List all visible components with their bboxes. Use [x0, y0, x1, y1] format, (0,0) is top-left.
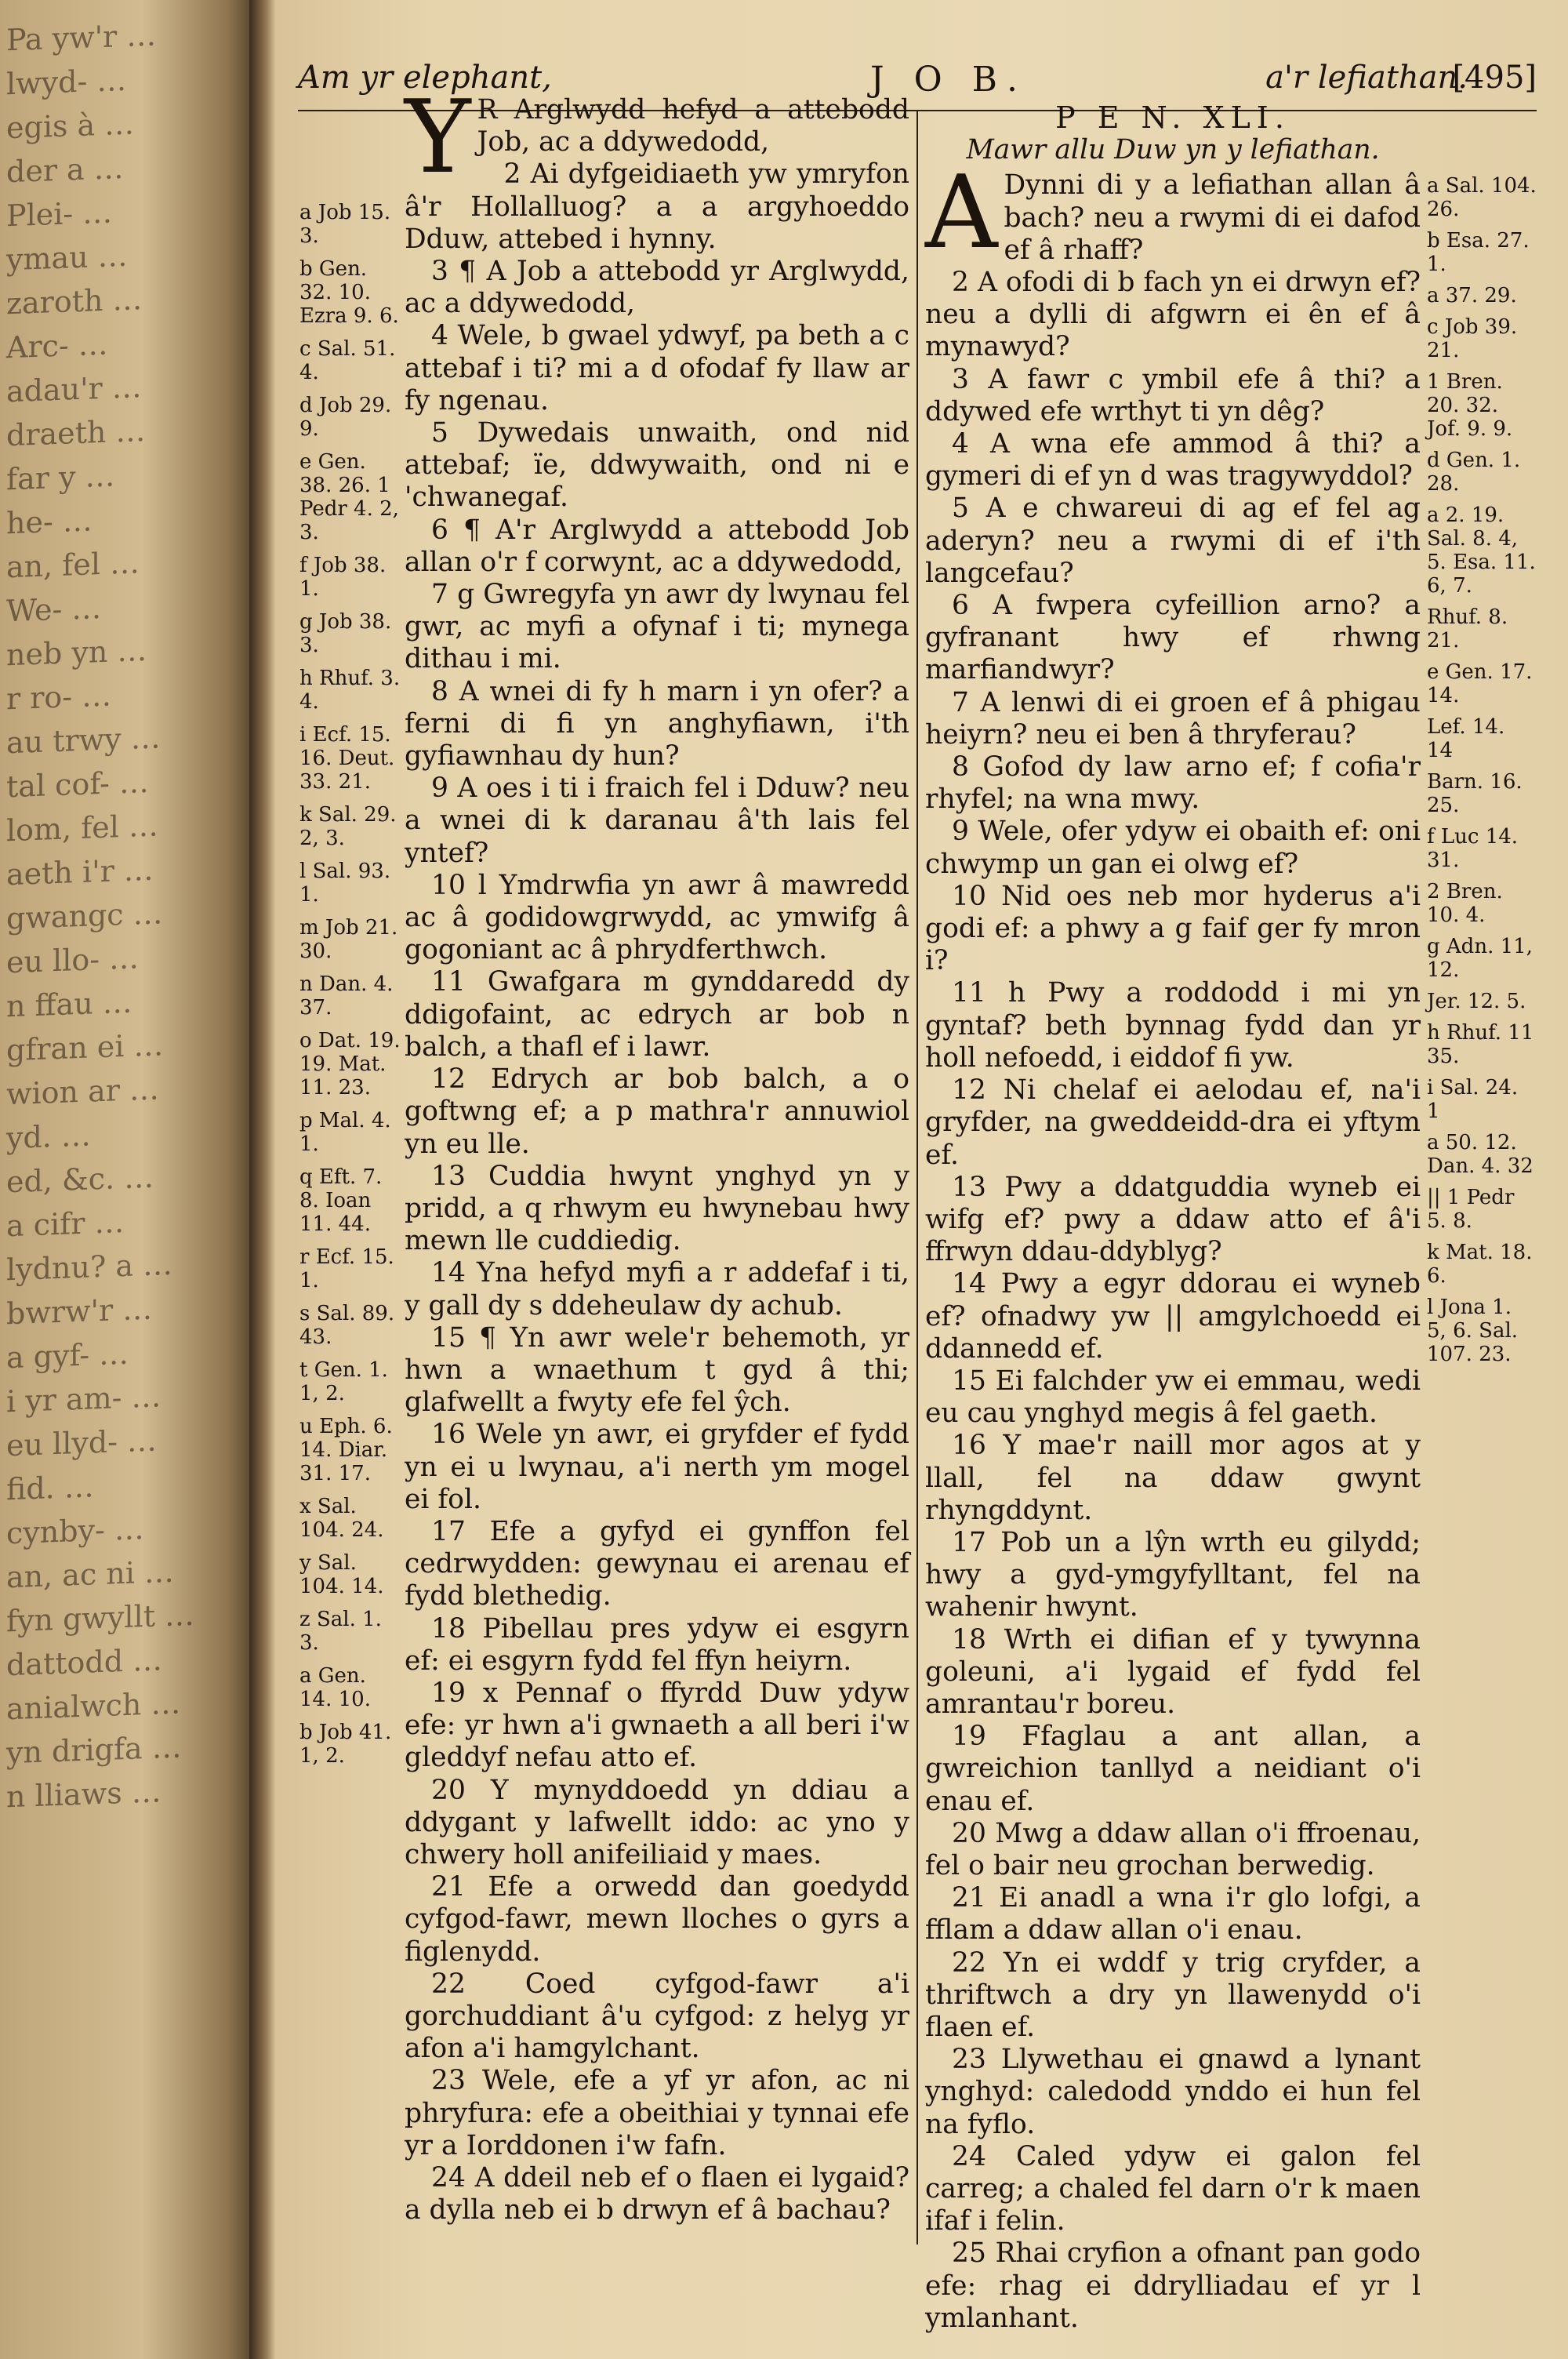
margin-reference: Jer. 12. 5. [1427, 990, 1526, 1013]
verse: 19 x Pennaf o ffyrdd Duw ydyw efe: yr hwn a'i gwnaeth a all beri i'w gleddyf nefau atto ef. [405, 1677, 909, 1774]
verse: 22 Coed cyfgod-fawr a'i gorchuddiant â'u cyfgod: z helyg yr afon a'i hamgylchant. [405, 1968, 909, 2065]
left-column [405, 79, 909, 2226]
margin-reference: e Gen. 38. 26. 1 Pedr 4. 2, 3. [299, 450, 399, 544]
verse: 9 Wele, ofer ydyw ei obaith ef: oni chwymp un gan ei olwg ef? [925, 816, 1421, 880]
margin-reference: b Esa. 27. 1. [1427, 229, 1530, 276]
margin-reference: 1 Bren. 20. 32. Jof. 9. 9. [1427, 370, 1513, 441]
verse: 8 A wnei di fy h marn i yn ofer? a ferni di fi yn anghyfiawn, i'th gyfiawnhau dy hun? [405, 675, 909, 772]
margin-reference: g Job 38. 3. [299, 610, 392, 657]
verse: YR Arglwydd hefyd a attebodd Job, ac a ddywedodd, [405, 79, 909, 196]
margin-reference: o Dat. 19. 19. Mat. 11. 23. [299, 1029, 401, 1100]
verse: 24 Caled ydyw ei galon fel carreg; a chaled fel darn o'r k maen ifaf i felin. [925, 2140, 1421, 2237]
verse: 12 Ni chelaf ei aelodau ef, na'i gryfder, na gweddeidd-dra ei yftym ef. [925, 1074, 1421, 1171]
verse: 15 Ei falchder yw ei emmau, wedi eu cau ynghyd megis â fel gaeth. [925, 1365, 1421, 1430]
margin-reference: m Job 21. 30. [299, 916, 398, 963]
margin-reference: i Sal. 24. 1 [1427, 1076, 1519, 1123]
verse: 19 Ffaglau a ant allan, a gwreichion tanllyd a neidiant o'i enau ef. [925, 1721, 1421, 1817]
verse: 7 g Gwregyfa yn awr dy lwynau fel gwr, ac myfi a ofynaf i ti; mynega dithau i mi. [405, 579, 909, 675]
margin-reference: Rhuf. 8. 21. [1427, 605, 1508, 652]
verse: 20 Y mynyddoedd yn ddiau a ddygant y lafwellt iddo: ac yno y chwery holl anifeiliaid y maes. [405, 1774, 909, 1870]
verse: 17 Pob un a lŷn wrth eu gilydd; hwy a gyd-ymgyfylltant, fel na wahenir hwynt. [925, 1526, 1421, 1623]
verse: 2 A ofodi di b fach yn ei drwyn ef? neu a dylli di afgwrn ei ên ef â mynawyd? [925, 267, 1421, 363]
chapter-title: P E N. XLI. [1055, 100, 1290, 135]
margin-reference: a Gen. 14. 10. [299, 1664, 371, 1711]
verse: 13 Cuddia hwynt ynghyd yn y pridd, a q rhwym eu hwynebau hwy mewn lle cuddiedig. [405, 1160, 909, 1257]
header-right: a'r lefiathan. [1265, 60, 1468, 96]
verse: 10 Nid oes neb mor hyderus a'i godi ef: a phwy a g faif ger fy mron i? [925, 880, 1421, 977]
verse: 13 Pwy a ddatguddia wyneb ei wifg ef? pwy a ddaw atto ef â'i ffrwyn ddau-ddyblyg? [925, 1171, 1421, 1268]
previous-page-edge [0, 0, 259, 2359]
margin-reference: t Gen. 1. 1, 2. [299, 1358, 388, 1405]
verse: 14 Pwy a egyr ddorau ei wyneb ef? ofnadwy yw || amgylchoedd ei ddannedd ef. [925, 1268, 1421, 1365]
margin-reference: f Job 38. 1. [299, 554, 387, 601]
verse: 23 Llywethau ei gnawd a lynant ynghyd: caledodd ynddo ei hun fel na fyflo. [925, 2044, 1421, 2140]
header-left: Am yr elephant, [298, 60, 552, 96]
margin-reference: l Jona 1. 5, 6. Sal. 107. 23. [1427, 1296, 1519, 1366]
verse: 11 Gwafgara m gynddaredd dy ddigofaint, ac edrych ar bob n balch, a thafl ef i lawr. [405, 966, 909, 1063]
right-margin-references [1427, 174, 1537, 1374]
verse: ADynni di y a lefiathan allan â bach? neu a rwymi di ei dafod ef â rhaff? [925, 154, 1421, 272]
verse: 6 ¶ A'r Arglwydd a attebodd Job allan o'r f corwynt, ac a ddywedodd, [405, 514, 909, 578]
verse: 18 Pibellau pres ydyw ei esgyrn ef: ei esgyrn fydd fel ffyn heiyrn. [405, 1612, 909, 1677]
verse: 2 Ai dyfgeidiaeth yw ymryfon â'r Hollalluog? a a argyhoeddo Dduw, attebed i hynny. [405, 158, 909, 255]
verse: 18 Wrth ei difian ef y tywynna goleuni, a'i lygaid ef fydd fel amrantau'r boreu. [925, 1623, 1421, 1720]
margin-reference: Lef. 14. 14 [1427, 715, 1505, 762]
margin-reference: k Sal. 29. 2, 3. [299, 803, 397, 850]
header-book-title: J O B. [870, 60, 1028, 100]
margin-reference: 2 Bren. 10. 4. [1427, 880, 1503, 927]
previous-page-text: Pa yw'r … lwyd- … egis à … der a … Plei- … ymau … zaroth … Arc- … adau'r … draeth … far y … he- … an, fel … We- … neb yn … r ro- … au trwy … tal cof- … lom, fel … aeth i'r … gwangc … eu llo- … n ffau … gfran ei … wion ar … yd. … ed, &c. … a cifr … lydnu? a … bwrw'r … a gyf- … i yr am- … eu llyd- … fid. … cynby- … an, ac ni … fyn gwyllt … dattodd … anialwch … yn drigfa … n lliaws … [6, 17, 195, 1815]
margin-reference: a 50. 12. Dan. 4. 32 [1427, 1131, 1534, 1178]
verse: 3 ¶ A Job a attebodd yr Arglwydd, ac a ddywedodd, [405, 256, 909, 320]
left-margin-references [299, 201, 401, 1777]
margin-reference: x Sal. 104. 24. [299, 1495, 384, 1542]
margin-reference: s Sal. 89. 43. [299, 1302, 395, 1349]
verse: 23 Wele, efe a yf yr afon, ac ni phryfura: efe a obeithiai y tynnai efe yr a Iorddonen i'w fafn. [405, 2065, 909, 2161]
right-column [925, 94, 1421, 2335]
margin-reference: d Gen. 1. 28. [1427, 449, 1521, 496]
verse: 14 Yna hefyd myfi a r addefaf i ti, y gall dy s ddeheulaw dy achub. [405, 1257, 909, 1321]
margin-reference: i Ecf. 15. 16. Deut. 33. 21. [299, 723, 395, 794]
page-number: [495] [1452, 60, 1537, 96]
margin-reference: h Rhuf. 11 35. [1427, 1021, 1534, 1068]
verse: 24 A ddeil neb ef o flaen ei lygaid? a dylla neb ei b drwyn ef â bachau? [405, 2162, 909, 2226]
verse: 17 Efe a gyfyd ei gynffon fel cedrwydden: gewynau ei arenau ef fydd blethedig. [405, 1515, 909, 1612]
margin-reference: h Rhuf. 3. 4. [299, 667, 401, 714]
chapter-summary: Mawr allu Duw yn y lefiathan. [966, 134, 1380, 166]
margin-reference: a 2. 19. Sal. 8. 4, 5. Esa. 11. 6, 7. [1427, 503, 1536, 598]
margin-reference: u Eph. 6. 14. Diar. 31. 17. [299, 1415, 393, 1485]
verse: 6 A fwpera cyfeillion arno? a gyfranant hwy ef rhwng marfiandwyr? [925, 590, 1421, 686]
verse: 16 Wele yn awr, ei gryfder ef fydd yn ei u lwynau, a'i nerth ym mogel ei fol. [405, 1419, 909, 1515]
margin-reference: g Adn. 11, 12. [1427, 935, 1533, 982]
margin-reference: Barn. 16. 25. [1427, 770, 1523, 817]
margin-reference: a Job 15. 3. [299, 201, 391, 248]
verse: 11 h Pwy a roddodd i mi yn gyntaf? beth bynnag fydd dan yr holl nefoedd, i eiddof fi yw. [925, 977, 1421, 1074]
column-divider [916, 111, 918, 2245]
verse: 25 Rhai cryfion a ofnant pan godo efe: rhag ei ddrylliadau ef yr l ymlanhant. [925, 2237, 1421, 2334]
margin-reference: r Ecf. 15. 1. [299, 1245, 394, 1292]
verse: 4 A wna efe ammod â thi? a gymeri di ef yn d was tragywyddol? [925, 428, 1421, 493]
margin-reference: b Gen. 32. 10. Ezra 9. 6. [299, 257, 399, 328]
margin-reference: a Sal. 104. 26. [1427, 174, 1537, 221]
margin-reference: a 37. 29. [1427, 284, 1517, 307]
verse: 21 Ei anadl a wna i'r glo lofgi, a fflam a ddaw allan o'i enau. [925, 1882, 1421, 1946]
verse: 16 Y mae'r naill mor agos at y llall, fel na ddaw gwynt rhyngddynt. [925, 1430, 1421, 1526]
margin-reference: q Eft. 7. 8. Ioan 11. 44. [299, 1165, 383, 1236]
verse: 9 A oes i ti i fraich fel i Dduw? neu a wnei di k daranau â'th lais fel yntef? [405, 772, 909, 869]
verse: 10 l Ymdrwfia yn awr â mawredd ac â godidowgrwydd, ac ymwifg â gogoniant ac â phrydferthwch. [405, 869, 909, 966]
margin-reference: z Sal. 1. 3. [299, 1608, 382, 1655]
margin-reference: y Sal. 104. 14. [299, 1551, 384, 1598]
margin-reference: d Job 29. 9. [299, 394, 392, 441]
verse: 8 Gofod dy law arno ef; f cofia'r rhyfel; na wna mwy. [925, 751, 1421, 816]
verse: 12 Edrych ar bob balch, a o goftwng ef; a p mathra'r annuwiol yn eu lle. [405, 1063, 909, 1160]
margin-reference: c Job 39. 21. [1427, 315, 1518, 362]
verse: 21 Efe a orwedd dan goedydd cyfgod-fawr, mewn lloches o gyrs a figlenydd. [405, 1871, 909, 1968]
verse: 3 A fawr c ymbil efe â thi? a ddywed efe wrthyt ti yn dêg? [925, 363, 1421, 427]
margin-reference: b Job 41. 1, 2. [299, 1721, 392, 1768]
book-gutter [249, 0, 276, 2359]
margin-reference: k Mat. 18. 6. [1427, 1241, 1533, 1288]
verse: 20 Mwg a ddaw allan o'i ffroenau, fel o bair neu grochan berwedig. [925, 1817, 1421, 1881]
margin-reference: || 1 Pedr 5. 8. [1427, 1186, 1515, 1233]
margin-reference: f Luc 14. 31. [1427, 825, 1519, 872]
margin-reference: l Sal. 93. 1. [299, 860, 391, 907]
verse: 4 Wele, b gwael ydwyf, pa beth a c attebaf i ti? mi a d ofodaf fy llaw ar fy ngenau. [405, 320, 909, 416]
verse: 7 A lenwi di ei groen ef â phigau heiyrn? neu ei ben â thryferau? [925, 686, 1421, 751]
margin-reference: p Mal. 4. 1. [299, 1109, 391, 1156]
margin-reference: c Sal. 51. 4. [299, 337, 396, 384]
margin-reference: n Dan. 4. 37. [299, 972, 394, 1020]
verse: 5 Dywedais unwaith, ond nid attebaf; ïe, ddwywaith, ond ni e 'chwanegaf. [405, 417, 909, 514]
verse: 5 A e chwareui di ag ef fel ag aderyn? neu a rwymi di ef i'th langcefau? [925, 493, 1421, 589]
verse: 15 ¶ Yn awr wele'r behemoth, yr hwn a wnaethum t gyd â thi; glafwellt a fwyty efe fel ŷch. [405, 1321, 909, 1419]
verse: 22 Yn ei wddf y trig cryfder, a thriftwch a dry yn llawenydd o'i flaen ef. [925, 1946, 1421, 2043]
margin-reference: e Gen. 17. 14. [1427, 660, 1533, 707]
